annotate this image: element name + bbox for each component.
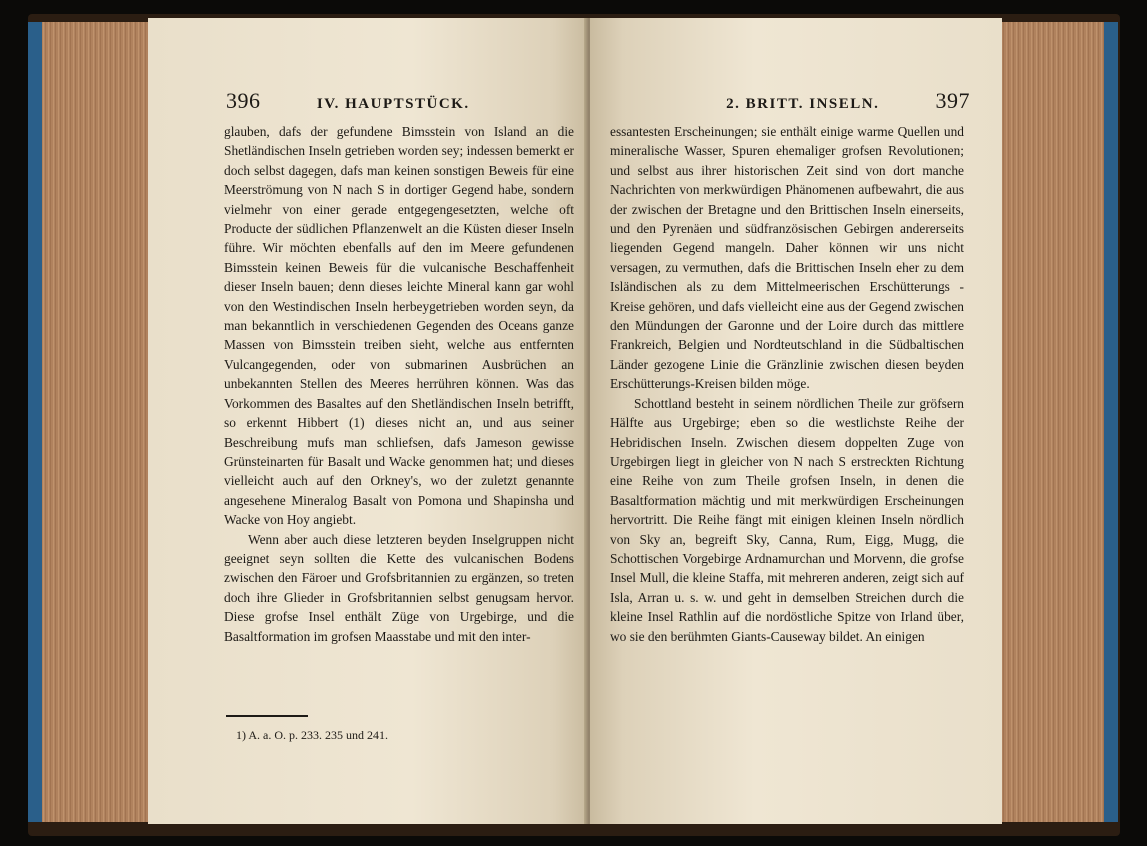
right-body-text — [610, 122, 964, 646]
right-paragraph: essantesten Erscheinungen; sie enthält einige warme Quellen und mineralische Wasser, Spuren ehemaliger grofsen Revolutionen; und selbst aus ihrer historischen Zeit sind von dort manche Nachrichten von merkwürdigen Phänomenen aufbewahrt, die aus der zwischen der Bretagne und den Brittischen Inseln einerseits, und den Pyrenäen und südfranzösischen Gebirgen andererseits liegenden Gegend mangeln. Daher können wir uns nicht versagen, zu vermuthen, dafs die Brittischen Inseln eher zu dem Isländischen als zu dem Mittelmeerischen Erschütterungs - Kreise gehören, und dafs vielleicht eine aus der Gegend zwischen den Mündungen der Garonne und der Loire durch das mittlere Frankreich, Belgien und Nordteutschland in die Südbaltischen Länder gezogene Linie die Gränzlinie zwischen diesen beyden Erschütterungs-Kreisen bilden möge. — [610, 124, 964, 392]
footnote-rule — [226, 715, 308, 717]
page-edges-left — [28, 22, 148, 822]
footnote: 1) A. a. O. p. 233. 235 und 241. — [236, 728, 388, 742]
right-page-number: 397 — [935, 88, 970, 113]
left-running-head — [226, 88, 566, 118]
left-page-number: 396 — [226, 88, 261, 113]
left-paragraph: Wenn aber auch diese letzteren beyden Inselgruppen nicht geeignet seyn sollten die Kette des vulcanischen Bodens zwischen den Färoer und Grofsbritannien zu ergänzen, so treten doch ihre Glieder in Grofsbritannien selbst genugsam hervor. Diese grofse Insel enthält Züge von Urgebirge, und die Basaltformation im grofsen Maasstabe und mit den inter- — [224, 531, 574, 644]
left-page — [148, 18, 588, 824]
left-header-title: IV. HAUPTSTÜCK. — [316, 96, 470, 112]
right-header-title: 2. BRITT. INSELN. — [726, 96, 880, 112]
right-paragraph: Schottland besteht in seinem nördlichen Theile zur gröfsern Hälfte aus Urgebirge; eben so die westlichste Reihe der Hebridischen Inseln. Zwischen diesem doppelten Zuge von Urgebirgen liegt in gleicher von N nach S erstreckten Richtung eine Reihe von zum Theile grofsen Inseln, in denen die Basaltformation mächtig und mit merkwürdigen Erscheinungen hervortritt. Die Reihe fängt mit einigen kleinen Inseln nördlich von Sky an, begreift Sky, Canna, Rum, Eigg, Mugg, die Schottischen Vorgebirge Ardnamurchan und Morvenn, die grofse Insel Mull, die kleine Staffa, mit mehreren anderen, zeigt sich auf Isla, Arran u. s. w. und geht in demselben Streichen durch die kleine Insel Rathlin auf die nordöstliche Spitze von Irland über, wo sie den berühmten Giants-Causeway bildet. An einigen — [610, 395, 964, 644]
page-edges-right — [1000, 22, 1118, 822]
right-running-head — [630, 88, 970, 118]
right-page — [590, 18, 1002, 824]
left-body-text — [224, 122, 574, 646]
left-paragraph: glauben, dafs der gefundene Bimsstein von Island an die Shetländischen Inseln getrieben worden sey; indessen bemerkt er doch selbst dagegen, dafs man keinen sonstigen Beweis für eine Meerströmung von N nach S in dortiger Gegend habe, sondern vielmehr von einer gerade entgegengesetzten, welche oft Producte der südlichen Pflanzenwelt an die Küsten dieser Inseln führe. Wir möchten ebenfalls auf den im Meere gefundenen Bimsstein keinen Beweis für die vulcanische Beschaffenheit dieser Inseln bauen; denn dieses leichte Mineral kann gar wohl von den Westindischen Inseln herbeygetrieben worden seyn, da man bekanntlich in verschiedenen Gegenden des Oceans ganze Massen von Bimsstein treiben sieht, welche aus entfernten Vulcangegenden, oder von submarinen Ausbrüchen an unbekannten Stellen des Meeres herrühren können. Was das Vorkommen des Basaltes auf den Shetländischen Inseln betrifft, so erkennt Hibbert (1) dieses nicht an, und aus seiner Beschreibung mufs man schliefsen, dafs Jameson gewisse Grünsteinarten für Basalt und Wacke genommen hat; und dieses vielleicht auch auf den Orkney's, wo der zuletzt genannte angesehene Mineralog Basalt von Pomona und Shapinsha und Wacke von Hoy angiebt. — [224, 124, 574, 528]
